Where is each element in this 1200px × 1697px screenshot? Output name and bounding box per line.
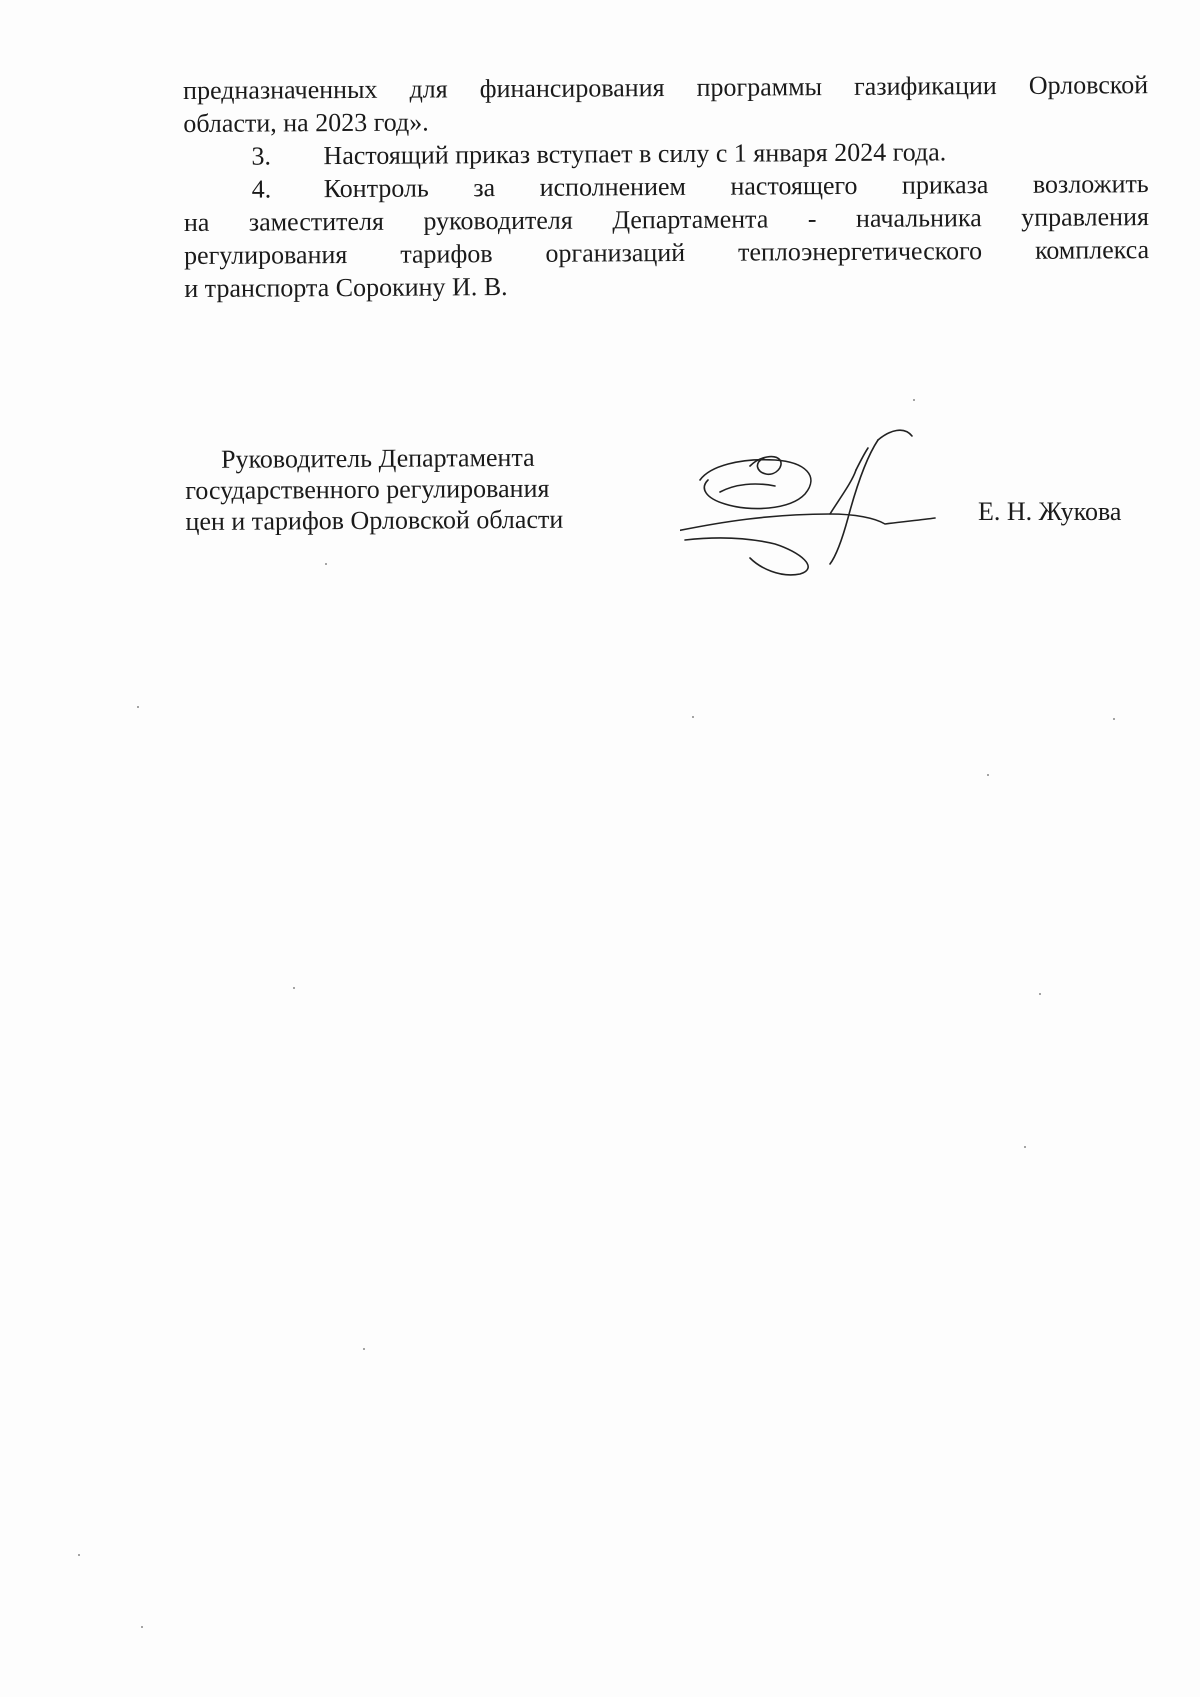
item-continuation [184,200,1150,305]
item-line: на заместителя руководителя Департамента - начальника управления [183,202,1149,237]
position-line: государственного регулирования [185,473,550,505]
signatory-position [185,442,563,537]
item-first-line: Контроль за исполнением настоящего приказа возложить [323,169,1149,204]
continuation-paragraph [183,68,1148,140]
signatory-name: Е. Н. Жукова [978,497,1122,526]
document-body [183,68,1149,305]
item-line: и транспорта Сорокину И. В. [184,272,508,303]
item-number: 3. [251,141,272,171]
item-first-line: Настоящий приказ вступает в силу с 1 января 2024 года. [323,137,947,171]
item-line: регулирования тарифов организаций теплоэнергетического комплекса [184,235,1150,270]
position-line: Руководитель Департамента [221,442,535,474]
continuation-line: предназначенных для финансирования программы газификации Орловской [183,70,1149,105]
item-number: 4. [251,174,272,204]
position-line: цен и тарифов Орловской области [185,504,564,536]
continuation-line: области, на 2023 год». [183,107,429,138]
handwritten-signature [680,418,940,588]
